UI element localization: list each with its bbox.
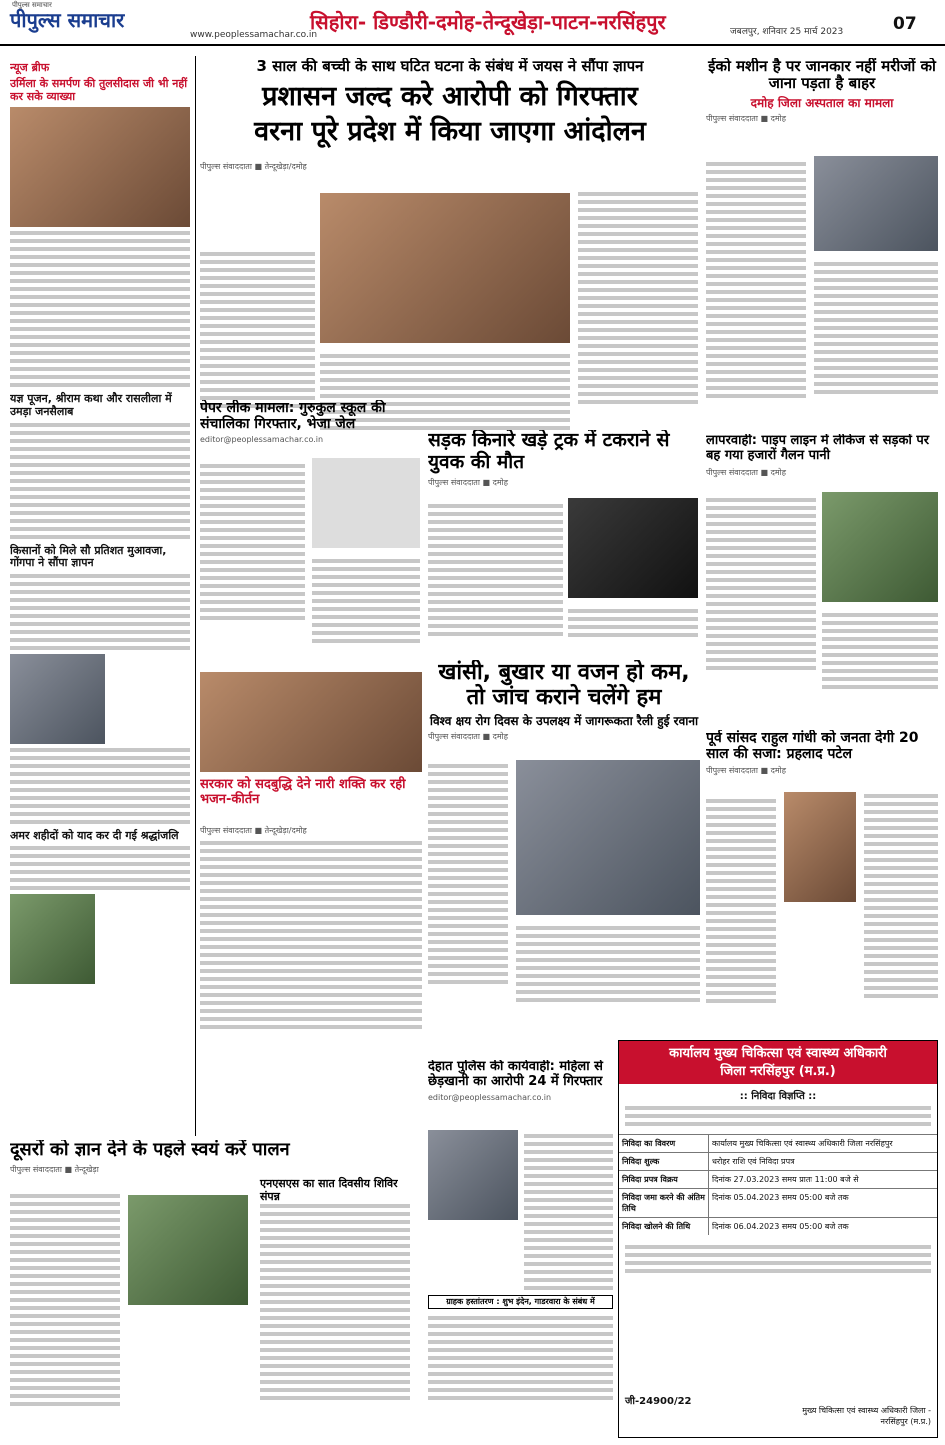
tender-notice — [618, 1040, 938, 1438]
truck-byline: पीपुल्स संवाददाता ■ दमोह — [428, 477, 508, 487]
rahul-byline: पीपुल्स संवाददाता ■ दमोह — [706, 766, 786, 776]
district-header: सिहोरा- डिण्डौरी-दमोह-तेन्दूखेड़ा-पाटन-नरसिंहपुर — [310, 10, 666, 34]
police-byline: editor@peoplessamachar.co.in — [428, 1092, 552, 1102]
truck-headline: सड़क किनारे खड़े ट्रक में टकराने से युवक की मौत — [428, 430, 670, 473]
brief-headline-4: अमर शहीदों को याद कर दी गई श्रद्धांजलि — [10, 828, 179, 842]
page-number: 07 — [893, 14, 917, 34]
rahul-headline: पूर्व सांसद राहुल गांधी को जनता देगी 20 साल की सजा: प्रहलाद पटेल — [706, 730, 919, 763]
top-story-headline-1: प्रशासन जल्द करे आरोपी को गिरफ्तार — [262, 81, 638, 113]
sarkar-byline: पीपुल्स संवाददाता ■ तेन्दूखेड़ा/दमोह — [200, 826, 307, 835]
sarkar-headline: सरकार को सदबुद्धि देने नारी शक्ति कर रही भजन-कीर्तन — [200, 777, 406, 807]
ad-text — [428, 1312, 613, 1400]
brief-text-1 — [10, 231, 190, 387]
memorandum-photo — [10, 654, 105, 744]
dateline: जबलपुर, शनिवार 25 मार्च 2023 — [730, 27, 844, 37]
top-story — [200, 58, 700, 458]
sarkar-text — [200, 837, 422, 1029]
eco-text-1 — [706, 158, 806, 398]
nss-photo — [128, 1195, 248, 1305]
paper-leak-byline: editor@peoplessamachar.co.in — [200, 435, 324, 445]
accident-photo — [568, 498, 698, 598]
top-story-byline: पीपुल्स संवाददाता ■ तेन्दूखेड़ा/दमोह — [200, 162, 307, 172]
paper-leak-text-2 — [312, 555, 420, 643]
notice-signature: मुख्य चिकित्सा एवं स्वास्थ्य अधिकारी जिला - नरसिंहपुर (म.प्र.) — [802, 1406, 931, 1426]
pipeline-byline: पीपुल्स संवाददाता ■ दमोह — [706, 467, 786, 477]
nss-byline: पीपुल्स संवाददाता ■ तेन्दूखेड़ा — [10, 1164, 99, 1174]
notice-row: निविदा खोलने की तिथि दिनांक 06.04.2023 समय 05:00 बजे तक — [619, 1217, 937, 1235]
police-headline: देहात पुलिस की कार्यवाही: महिला से छेड़खानी का आरोपी 24 में गिरफ्तार — [428, 1060, 603, 1089]
police-text — [524, 1130, 613, 1290]
tb-byline: पीपुल्स संवाददाता ■ दमोह — [428, 732, 508, 742]
sarkar-bhajan-story — [200, 672, 422, 1052]
tb-text-2 — [516, 922, 700, 1002]
paper-leak-headline: पेपर लीक मामला: गुरुकुल स्कूल की संचालिका गिरफ्तार, भेजा जेल — [200, 400, 386, 433]
top-story-text-3 — [578, 188, 698, 404]
brief-text-4 — [10, 748, 190, 824]
pipeline-text-1 — [706, 494, 816, 670]
hospital-photo — [814, 156, 938, 251]
rally-photo — [516, 760, 700, 915]
top-story-photo — [320, 193, 570, 343]
tribute-photo — [10, 894, 95, 984]
top-story-kicker: 3 साल की बच्ची के साथ घटित घटना के संबंध में जयस ने सौंपा ज्ञापन — [256, 58, 644, 75]
column-rule — [195, 56, 196, 1136]
notice-row: निविदा का विवरण कार्यालय मुख्य चिकित्सा एवं स्वास्थ्य अधिकारी जिला नरसिंहपुर — [619, 1134, 937, 1152]
notice-subtitle: :: निविदा विज्ञप्ति :: — [739, 1091, 817, 1103]
tb-awareness-story — [428, 660, 700, 1060]
rahul-text-2 — [864, 790, 938, 998]
nss-camp-story — [10, 1140, 410, 1438]
brief-headline-3: किसानों को मिले सौ प्रतिशत मुआवजा, गोंगपा ने सौंपा ज्ञापन — [10, 543, 167, 570]
women-bhajan-photo — [200, 672, 422, 772]
politician-portrait — [784, 792, 856, 902]
notice-row: निविदा जमा करने की अंतिम तिथि दिनांक 05.04.2023 समय 05:00 बजे तक — [619, 1188, 937, 1217]
pipeline-headline: लापरवाही: पाइप लाइन में लीकेज से सड़कों पर बह गया हजारों गैलन पानी — [706, 434, 930, 463]
notice-intro — [619, 1106, 937, 1126]
news-brief-column — [10, 60, 190, 1130]
paper-leak-story — [200, 400, 422, 660]
nss-headline: दूसरों को ज्ञान देने के पहले स्वयं करें पालन — [10, 1140, 290, 1160]
brief-headline-2: यज्ञ पूजन, श्रीराम कथा और रासलीला में उमड़ा जनसैलाब — [10, 392, 172, 418]
brief-text-5 — [10, 846, 190, 890]
nss-text-1 — [10, 1190, 120, 1406]
notice-note — [619, 1245, 937, 1273]
water-leak-photo — [822, 492, 938, 602]
newspaper-logo: पीपुल्स समाचार पीपुल्स समाचार — [10, 1, 125, 32]
rahul-text-1 — [706, 795, 776, 1003]
news-brief-kicker: न्यूज ब्रीफ — [10, 61, 50, 74]
truck-accident-story — [428, 430, 700, 640]
brief-text-2 — [10, 423, 190, 539]
notice-row: निविदा प्रपत्र विक्रय दिनांक 27.03.2023 समय प्रातः 11:00 बजे से — [619, 1170, 937, 1188]
eco-subhead: दमोह जिला अस्पताल का मामला — [750, 95, 894, 110]
paper-leak-text-1 — [200, 460, 305, 620]
newspaper-clip-image — [312, 458, 420, 548]
tb-headline: खांसी, बुखार या वजन हो कम, तो जांच कराने चलेंगे हम — [438, 660, 690, 711]
rahul-gandhi-story — [706, 730, 938, 1030]
nss-text-2 — [260, 1200, 410, 1400]
police-photo — [428, 1130, 518, 1220]
eco-machine-story — [706, 58, 938, 430]
tb-subhead: विश्व क्षय रोग दिवस के उपलक्ष्य में जागरूकता रैली हुई रवाना — [429, 713, 699, 728]
pipeline-leak-story — [706, 434, 938, 724]
notice-row: निविदा शुल्क धरोहर राशि एवं निविदा प्रपत्र — [619, 1152, 937, 1170]
eco-byline: पीपुल्स संवाददाता ■ दमोह — [706, 114, 786, 124]
ad-title: ग्राहक हस्तांतरण : शुभ इंदेन, गाडरवारा के संबंध में — [446, 1297, 595, 1306]
notice-ref: जी-24900/22 — [625, 1396, 692, 1407]
truck-text-1 — [428, 500, 563, 636]
notice-title: कार्यालय मुख्य चिकित्सा एवं स्वास्थ्य अधिकारी जिला नरसिंहपुर (म.प्र.) — [619, 1041, 937, 1084]
eco-text-2 — [814, 258, 938, 394]
customer-transfer-ad — [428, 1295, 613, 1309]
brief-headline-1: उर्मिला के समर्पण की तुलसीदास जी भी नहीं कर सके व्याख्या — [10, 77, 188, 103]
brief-text-3 — [10, 574, 190, 650]
top-story-text-1 — [200, 248, 315, 408]
tb-text-1 — [428, 760, 508, 984]
police-action-story — [428, 1060, 613, 1290]
top-story-headline-2: वरना पूरे प्रदेश में किया जाएगा आंदोलन — [254, 116, 646, 148]
pipeline-text-2 — [822, 609, 938, 689]
nss-subhead: एनएसएस का सात दिवसीय शिविर संपन्न — [260, 1177, 398, 1203]
masthead — [0, 0, 945, 46]
eco-headline: ईको मशीन है पर जानकार नहीं मरीजों को जाना पड़ता है बाहर — [708, 58, 936, 93]
website: www.peoplessamachar.co.in — [190, 30, 318, 40]
crowd-photo — [10, 107, 190, 227]
truck-text-2 — [568, 605, 698, 637]
